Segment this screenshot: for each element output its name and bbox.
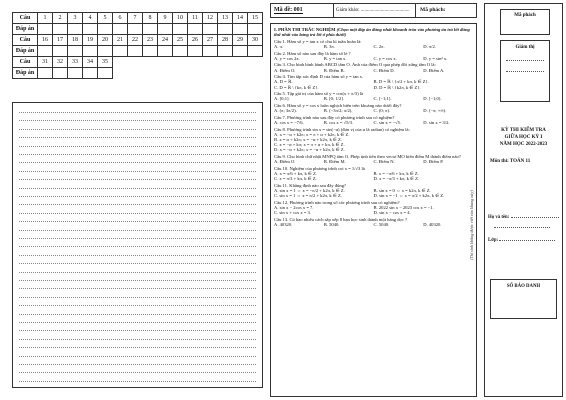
option-list [274, 56, 473, 61]
option-list [274, 79, 473, 89]
question-stem: Câu 2. Hàm số nào sau đây là hàm số lẻ ? [274, 50, 351, 56]
answer-option[interactable]: B. x = −π/6 + kπ, k ∈ Z. [373, 170, 419, 176]
answer-option[interactable]: C. [−1;1]. [373, 96, 392, 102]
blank-cell [218, 68, 233, 79]
question-item [274, 62, 473, 72]
question-stem: Câu 7. Phương trình nào sau đây có phương trình sau có nghiệm? [274, 114, 395, 120]
answer-cell[interactable] [53, 46, 68, 57]
blank-cell [248, 57, 263, 68]
question-number-cell: 2 [53, 13, 68, 24]
writing-line [19, 213, 256, 214]
question-number-cell: 29 [233, 35, 248, 46]
question-number-cell: 7 [128, 13, 143, 24]
answer-option[interactable]: B. cos x = √5/3. [323, 119, 354, 125]
blank-cell [248, 68, 263, 79]
answer-option[interactable]: D. sin x = −1 ⇔ x = π/2 + k2π, k ∈ Z. [373, 193, 445, 199]
exam-title-line: GIỮA HỌC KỲ I [504, 135, 543, 140]
option-list [274, 96, 473, 101]
answer-option[interactable]: B. 3π. [323, 44, 335, 49]
name-field-line-2[interactable] [494, 225, 550, 230]
blank-cell [128, 57, 143, 68]
answer-option[interactable]: A. (π; 3π/2). [274, 108, 297, 114]
row-header: Câu [13, 57, 38, 68]
answer-cell[interactable] [53, 24, 68, 35]
option-list [274, 188, 473, 198]
question-stem: Câu 1. Hàm số y = tan x có chu kì tuần hoàn là: [274, 38, 362, 44]
question-column [270, 3, 477, 397]
answer-option[interactable]: B. Điểm M. [323, 159, 346, 165]
seal-box [500, 9, 550, 35]
question-item [274, 91, 473, 101]
answer-cell[interactable] [203, 46, 218, 57]
answer-sheet [12, 12, 263, 388]
answer-option[interactable]: B. Điểm B. [323, 67, 345, 73]
answer-cell[interactable] [248, 24, 263, 35]
question-stem: Câu 3. Cho hình bình hành ABCD tâm O. Ảnh của điểm O qua phép đối xứng tâm O là: [274, 62, 436, 68]
question-stem: Câu 12. Phương trình nào trong số các phương trình sau có nghiệm? [274, 199, 400, 205]
answer-option[interactable]: B. [0; 1/2]. [323, 96, 344, 102]
question-number-cell: 27 [203, 35, 218, 46]
blank-cell [203, 57, 218, 68]
answer-option[interactable]: C. x = −α + kπ; x = π + α + kπ, k ∈ Z. [274, 142, 345, 148]
writing-line [19, 230, 256, 231]
blank-cell [113, 57, 128, 68]
question-number-cell: 18 [68, 35, 83, 46]
writing-line [19, 162, 256, 163]
answer-option[interactable]: D. Điểm P. [423, 159, 444, 165]
answer-option[interactable]: D. π/2. [423, 44, 436, 49]
question-item [274, 51, 473, 61]
answer-row-header: Đáp án [13, 24, 38, 35]
option-list [274, 108, 473, 113]
answer-option[interactable]: B. 2022 sin x − 2023 cos x = −1. [373, 204, 434, 210]
answer-cell[interactable] [38, 46, 53, 57]
question-number-cell: 4 [83, 13, 98, 24]
name-field[interactable] [488, 215, 559, 220]
answer-cell[interactable] [83, 46, 98, 57]
answer-cell[interactable] [188, 46, 203, 57]
blank-cell [158, 57, 173, 68]
writing-line [19, 297, 256, 298]
writing-line [19, 322, 256, 323]
blank-cell [218, 57, 233, 68]
answer-option[interactable]: A. x = π/6 + kπ, k ∈ Z. [274, 170, 318, 176]
writing-line [19, 347, 256, 348]
answer-option[interactable]: C. x = π/3 + kπ, k ∈ Z. [274, 176, 317, 182]
question-number-row [13, 35, 263, 46]
subject-label: Môn thi: TOÁN 11 [490, 159, 531, 164]
question-number-cell: 8 [143, 13, 158, 24]
question-stem: Câu 10. Nghiệm của phương trình cot x = 1/√3 là [274, 165, 365, 171]
writing-line [19, 339, 256, 340]
candidate-panel [484, 3, 563, 397]
answer-cell[interactable] [218, 24, 233, 35]
blank-cell [233, 57, 248, 68]
writing-line [19, 280, 256, 281]
answer-cell[interactable] [173, 24, 188, 35]
question-item [274, 154, 473, 164]
option-list [274, 68, 473, 73]
question-number-row [13, 13, 263, 24]
option-list [274, 159, 473, 164]
question-stem: Câu 4. Tìm tập xác định D của hàm số y = tan x. [274, 74, 364, 80]
writing-line [19, 238, 256, 239]
exam-code [270, 3, 334, 18]
question-number-cell: 23 [143, 35, 158, 46]
question-number-cell: 14 [233, 13, 248, 24]
question-number-cell: 5 [98, 13, 113, 24]
answer-option[interactable]: C. (0; π). [373, 108, 391, 114]
answer-option[interactable]: B. sin x = 0 ⇔ x = k2π, k ∈ Z. [373, 187, 431, 193]
writing-line [19, 314, 256, 315]
question-number-cell: 15 [248, 13, 263, 24]
writing-line [19, 364, 256, 365]
answer-cell[interactable] [233, 24, 248, 35]
answer-option[interactable]: D. y = sin² x. [423, 55, 448, 61]
question-item [274, 217, 473, 227]
answer-option[interactable]: C. sin x = −√5. [373, 119, 402, 125]
blank-cell [158, 68, 173, 79]
class-label: Lớp: [488, 238, 499, 243]
question-number-cell: 32 [53, 57, 68, 68]
answer-option[interactable]: A. π. [274, 44, 284, 49]
answer-cell[interactable] [98, 46, 113, 57]
class-input-line[interactable] [499, 240, 555, 241]
writing-area[interactable] [12, 102, 263, 388]
writing-line [19, 272, 256, 273]
candidate-number-label: SỐ BÁO DANH [506, 284, 541, 289]
exam-code-text: Mã đề: 001 [274, 7, 303, 13]
answer-row [13, 24, 263, 35]
seal-field: Mã phách: [416, 3, 477, 18]
question-number-cell: 28 [218, 35, 233, 46]
answer-cell[interactable] [143, 46, 158, 57]
answer-cell[interactable] [188, 24, 203, 35]
question-number-cell: 11 [188, 13, 203, 24]
option-list [274, 222, 473, 227]
writing-line [19, 188, 256, 189]
answer-option[interactable]: A. [0;1]. [274, 96, 290, 102]
vertical-note-text: (Thí sinh không được viết vào khung này) [469, 190, 474, 260]
option-list [274, 171, 473, 181]
question-item [274, 115, 473, 125]
candidate-number-box[interactable] [490, 279, 557, 319]
exam-title-line: KỲ THI KIỂM TRA [501, 128, 546, 133]
question-list [274, 39, 473, 227]
answer-row-header: Đáp án [13, 46, 38, 57]
writing-line [19, 305, 256, 306]
question-number-cell: 3 [68, 13, 83, 24]
question-number-cell: 24 [158, 35, 173, 46]
writing-line [19, 381, 256, 382]
writing-line [19, 372, 256, 373]
name-input-line-2[interactable] [494, 227, 550, 228]
writing-line [19, 137, 256, 138]
writing-line [19, 154, 256, 155]
writing-line [19, 204, 256, 205]
writing-line [19, 171, 256, 172]
name-label: Họ và tên: [488, 215, 510, 220]
answer-option[interactable]: C. D = ℝ \ {kπ, k ∈ Z}. [274, 84, 319, 90]
answer-cell[interactable] [98, 24, 113, 35]
question-number-cell: 26 [188, 35, 203, 46]
answer-cell[interactable] [53, 68, 68, 79]
blank-cell [128, 68, 143, 79]
answer-option[interactable]: A. D = ℝ. [274, 79, 293, 85]
question-number-cell: 10 [173, 13, 188, 24]
answer-option[interactable]: C. 5040. [373, 221, 390, 227]
answer-cell[interactable] [83, 24, 98, 35]
question-item [274, 39, 473, 49]
writing-line [19, 263, 256, 264]
blank-cell [173, 57, 188, 68]
answer-cell[interactable] [233, 46, 248, 57]
question-number-cell: 34 [83, 57, 98, 68]
answer-cell[interactable] [218, 46, 233, 57]
answer-cell[interactable] [143, 24, 158, 35]
option-list [274, 205, 473, 215]
seal-box-label: Mã phách [514, 13, 536, 18]
writing-line [19, 146, 256, 147]
writing-line [19, 330, 256, 331]
writing-line [19, 120, 256, 121]
question-number-row [13, 57, 263, 68]
answer-cell[interactable] [203, 24, 218, 35]
question-header [270, 3, 477, 18]
answer-option[interactable]: A. 40320. [274, 221, 293, 227]
answer-cell[interactable] [38, 24, 53, 35]
answer-option[interactable]: B. D = ℝ \ {π/2 + kπ, k ∈ Z}. [373, 79, 429, 85]
blank-cell [233, 68, 248, 79]
answer-option[interactable]: C. sin x = 1 ⇔ x = π/2 + k2π, k ∈ Z. [274, 193, 342, 199]
question-number-cell: 20 [98, 35, 113, 46]
answer-option[interactable]: D. (−π; +∞). [423, 108, 447, 114]
proctor-box-label: Giám thị [515, 45, 535, 50]
answer-cell[interactable] [98, 68, 113, 79]
answer-row [13, 68, 263, 79]
answer-option[interactable]: B. x = α + k2π; x = −α + k2π, k ∈ Z. [274, 136, 343, 142]
answer-option[interactable]: A. cos x = −7/6. [274, 119, 304, 125]
answer-option[interactable]: D. 40320. [423, 221, 442, 227]
part-title: I. PHẦN THI TRẮC NGHIỆM [274, 27, 336, 32]
answer-cell[interactable] [128, 46, 143, 57]
answer-option[interactable]: C. sin x + cos x = 3. [274, 210, 311, 216]
question-stem: Câu 9. Cho hình chữ nhật MNPQ tâm O. Phép tịnh tiến theo vectơ MO biến điểm M thành điểm nào? [274, 153, 461, 159]
answer-option[interactable]: D. Điểm A. [423, 67, 445, 73]
question-number-cell: 1 [38, 13, 53, 24]
answer-option[interactable]: B. 5040. [323, 221, 340, 227]
blank-cell [188, 57, 203, 68]
question-number-cell: 16 [38, 35, 53, 46]
vertical-note [469, 150, 479, 260]
answer-option[interactable]: C. Điểm D. [373, 67, 395, 73]
name-input-line[interactable] [511, 217, 559, 218]
writing-line [19, 288, 256, 289]
writing-line [19, 196, 256, 197]
question-box [270, 23, 477, 397]
answer-option[interactable]: C. y = cos x. [373, 55, 397, 61]
class-field[interactable] [488, 238, 555, 243]
question-number-cell: 31 [38, 57, 53, 68]
writing-line [19, 221, 256, 222]
option-list [274, 132, 473, 153]
question-stem: Câu 5. Tập giá trị của hàm số y = cos(x + π/3) là [274, 91, 364, 97]
writing-line [19, 356, 256, 357]
answer-option[interactable]: D. [−1;0]. [423, 96, 442, 102]
answer-option[interactable]: A. Điểm O. [274, 159, 296, 165]
writing-line [19, 179, 256, 180]
question-stem: Câu 6. Hàm số y = cos x luôn nghịch biến trên khoảng nào dưới đây? [274, 102, 402, 108]
writing-line [19, 112, 256, 113]
answer-cell[interactable] [158, 24, 173, 35]
answer-cell[interactable] [68, 24, 83, 35]
question-item [274, 183, 473, 199]
writing-line [19, 246, 256, 247]
answer-option[interactable]: D. D = ℝ \ {k2π, k ∈ Z}. [373, 84, 421, 90]
question-number-cell: 9 [158, 13, 173, 24]
part-instruction: (Chọn một đáp án đúng nhất khoanh tròn vào phương án trả lời đúng thứ nhất vào bảng trả lời ở phía dưới) [274, 27, 470, 38]
blank-cell [143, 57, 158, 68]
question-stem: Câu 11. Khẳng định nào sau đây đúng? [274, 182, 347, 188]
blank-cell [143, 68, 158, 79]
answer-row-header: Đáp án [13, 68, 38, 79]
writing-line [19, 255, 256, 256]
question-number-cell: 19 [83, 35, 98, 46]
question-number-cell: 35 [98, 57, 113, 68]
question-number-cell: 17 [53, 35, 68, 46]
examiner-field: Giám khảo: ....................................... [334, 3, 416, 18]
question-item [274, 103, 473, 113]
part-heading [274, 27, 473, 37]
answer-cell[interactable] [68, 68, 83, 79]
exam-title-line: NĂM HỌC 2022-2023 [499, 142, 548, 147]
question-stem: Câu 8. Phương trình sin x = sin(−α) (đơn vị của α là radian) có nghiệm là: [274, 126, 410, 132]
question-stem: Câu 13. Có bao nhiêu cách sắp xếp 8 bạn học sinh thành một hàng dọc ? [274, 216, 408, 222]
answer-option[interactable]: D. sin x = 3/2. [423, 119, 450, 125]
answer-cell[interactable] [38, 68, 53, 79]
question-number-cell: 22 [128, 35, 143, 46]
proctor-line-1[interactable] [506, 58, 544, 61]
answer-row [13, 46, 263, 57]
answer-option[interactable]: B. (−3π/2; π/2). [323, 108, 353, 114]
proctor-line-2[interactable] [506, 69, 544, 72]
answer-option[interactable]: B. y = tan x. [323, 55, 347, 61]
exam-title [487, 127, 560, 148]
row-header: Câu [13, 35, 38, 46]
option-list [274, 120, 473, 125]
answer-cell[interactable] [248, 46, 263, 57]
answer-cell[interactable] [128, 24, 143, 35]
answer-cell[interactable] [173, 46, 188, 57]
question-item [274, 74, 473, 90]
answer-table [12, 12, 263, 79]
answer-cell[interactable] [113, 46, 128, 57]
row-header: Câu [13, 13, 38, 24]
answer-cell[interactable] [68, 46, 83, 57]
blank-cell [173, 68, 188, 79]
answer-option[interactable]: D. x = −π/3 + kπ, k ∈ Z. [373, 176, 420, 182]
blank-cell [203, 68, 218, 79]
question-number-cell: 33 [68, 57, 83, 68]
question-number-cell: 12 [203, 13, 218, 24]
proctor-box [500, 40, 550, 102]
answer-option[interactable]: A. y = cos 2x. [274, 55, 300, 61]
answer-option[interactable]: D. x = −α + k2π; x = −α + k2π, k ∈ Z. [274, 147, 345, 153]
answer-option[interactable]: D. sin x − cos x = 4. [373, 210, 411, 216]
question-number-cell: 30 [248, 35, 263, 46]
writing-line [19, 129, 256, 130]
question-item [274, 127, 473, 153]
question-item [274, 200, 473, 216]
answer-option[interactable]: C. Điểm N. [373, 159, 395, 165]
answer-cell[interactable] [158, 46, 173, 57]
answer-option[interactable]: C. 2π. [373, 44, 385, 49]
question-number-cell: 13 [218, 13, 233, 24]
option-list [274, 44, 473, 49]
answer-option[interactable]: A. sin x = 1 ⇔ x = −π/2 + k2π, k ∈ Z. [274, 187, 345, 193]
answer-option[interactable]: A. x = −α + k2π; x = π + α + k2π, k ∈ Z. [274, 131, 350, 137]
question-item [274, 166, 473, 182]
question-number-cell: 25 [173, 35, 188, 46]
blank-cell [188, 68, 203, 79]
blank-cell [113, 68, 128, 79]
answer-cell[interactable] [83, 68, 98, 79]
answer-cell[interactable] [113, 24, 128, 35]
question-number-cell: 21 [113, 35, 128, 46]
answer-option[interactable]: A. sin x − 2cos x = 7. [274, 204, 314, 210]
question-number-cell: 6 [113, 13, 128, 24]
answer-option[interactable]: A. Điểm O. [274, 67, 296, 73]
